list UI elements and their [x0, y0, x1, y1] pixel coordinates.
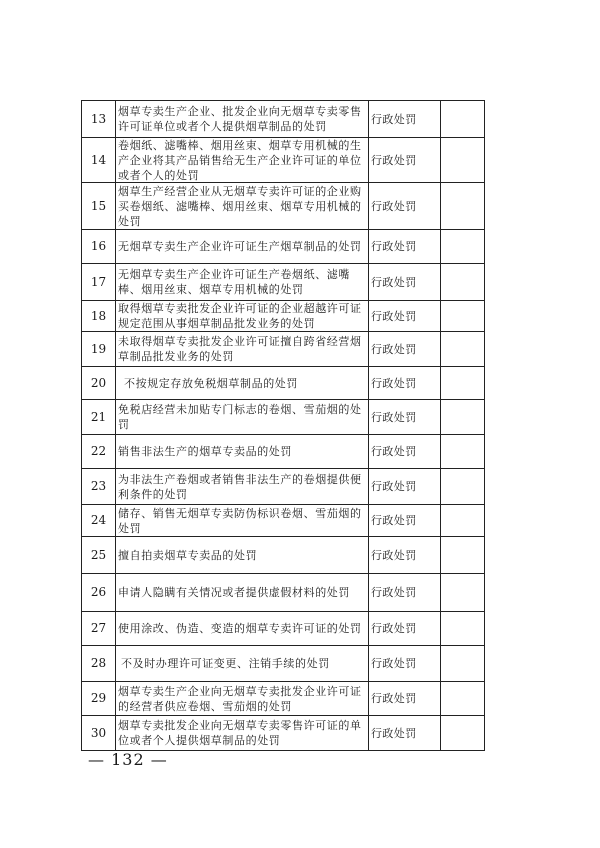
item-remark: [441, 469, 484, 504]
item-name: 取得烟草专卖批发企业许可证的企业超越许可证规定范围从事烟草制品批发业务的处罚: [116, 301, 369, 331]
table-row: [82, 101, 484, 137]
item-remark: [441, 367, 484, 399]
item-name: 申请人隐瞒有关情况或者提供虚假材料的处罚: [116, 574, 369, 611]
table-row: [82, 681, 484, 715]
table-row: [82, 611, 484, 645]
item-remark: [441, 183, 484, 229]
item-type: 行政处罚: [369, 183, 441, 229]
item-name: 无烟草专卖生产企业许可证生产烟草制品的处罚: [116, 230, 369, 263]
item-type: 行政处罚: [369, 367, 441, 399]
item-type: 行政处罚: [369, 612, 441, 645]
item-type: 行政处罚: [369, 469, 441, 504]
row-number: 21: [82, 400, 116, 434]
item-remark: [441, 646, 484, 681]
table-row: [82, 137, 484, 182]
row-number: 24: [82, 505, 116, 536]
item-type: 行政处罚: [369, 505, 441, 536]
item-name: 无烟草专卖生产企业许可证生产卷烟纸、滤嘴棒、烟用丝束、烟草专用机械的处罚: [116, 264, 369, 300]
table-row: [82, 715, 484, 750]
item-name: 不按规定存放免税烟草制品的处罚: [116, 367, 369, 399]
item-remark: [441, 612, 484, 645]
item-name: 销售非法生产的烟草专卖品的处罚: [116, 435, 369, 468]
item-name: 擅自拍卖烟草专卖品的处罚: [116, 537, 369, 573]
item-type: 行政处罚: [369, 716, 441, 750]
row-number: 28: [82, 646, 116, 681]
item-name: 不及时办理许可证变更、注销手续的处罚: [116, 646, 369, 681]
row-number: 20: [82, 367, 116, 399]
item-remark: [441, 301, 484, 331]
row-number: 26: [82, 574, 116, 611]
table-row: [82, 300, 484, 331]
row-number: 15: [82, 183, 116, 229]
table-row: [82, 331, 484, 366]
item-type: 行政处罚: [369, 682, 441, 715]
item-remark: [441, 537, 484, 573]
item-type: 行政处罚: [369, 264, 441, 300]
row-number: 22: [82, 435, 116, 468]
item-remark: [441, 332, 484, 366]
row-number: 16: [82, 230, 116, 263]
item-name: 未取得烟草专卖批发企业许可证擅自跨省经营烟草制品批发业务的处罚: [116, 332, 369, 366]
item-name: 储存、销售无烟草专卖防伪标识卷烟、雪茄烟的处罚: [116, 505, 369, 536]
item-remark: [441, 101, 484, 137]
table-row: [82, 504, 484, 536]
item-type: 行政处罚: [369, 537, 441, 573]
row-number: 23: [82, 469, 116, 504]
item-type: 行政处罚: [369, 101, 441, 137]
items-table: [81, 100, 485, 751]
table-row: [82, 366, 484, 399]
row-number: 27: [82, 612, 116, 645]
item-name: 为非法生产卷烟或者销售非法生产的卷烟提供便利条件的处罚: [116, 469, 369, 504]
row-number: 30: [82, 716, 116, 750]
row-number: 29: [82, 682, 116, 715]
item-name: 免税店经营未加贴专门标志的卷烟、雪茄烟的处罚: [116, 400, 369, 434]
item-name: 使用涂改、伪造、变造的烟草专卖许可证的处罚: [116, 612, 369, 645]
item-name: 烟草专卖批发企业向无烟草专卖零售许可证的单位或者个人提供烟草制品的处罚: [116, 716, 369, 750]
table-row: [82, 229, 484, 263]
row-number: 13: [82, 101, 116, 137]
item-type: 行政处罚: [369, 435, 441, 468]
table-row: [82, 468, 484, 504]
item-remark: [441, 682, 484, 715]
item-type: 行政处罚: [369, 574, 441, 611]
row-number: 19: [82, 332, 116, 366]
item-type: 行政处罚: [369, 301, 441, 331]
item-remark: [441, 400, 484, 434]
table-row: [82, 182, 484, 229]
item-type: 行政处罚: [369, 138, 441, 182]
table-row: [82, 434, 484, 468]
item-remark: [441, 716, 484, 750]
item-type: 行政处罚: [369, 230, 441, 263]
item-name: 烟草生产经营企业从无烟草专卖许可证的企业购买卷烟纸、滤嘴棒、烟用丝束、烟草专用机械的处罚: [116, 183, 369, 229]
row-number: 25: [82, 537, 116, 573]
item-remark: [441, 138, 484, 182]
item-type: 行政处罚: [369, 400, 441, 434]
item-remark: [441, 574, 484, 611]
table-row: [82, 536, 484, 573]
item-remark: [441, 230, 484, 263]
table-row: [82, 573, 484, 611]
item-remark: [441, 505, 484, 536]
table-row: [82, 263, 484, 300]
row-number: 17: [82, 264, 116, 300]
item-name: 卷烟纸、滤嘴棒、烟用丝束、烟草专用机械的生产企业将其产品销售给无生产企业许可证的单位或者个人的处罚: [116, 138, 369, 182]
table-row: [82, 399, 484, 434]
table-row: [82, 645, 484, 681]
item-type: 行政处罚: [369, 646, 441, 681]
item-remark: [441, 435, 484, 468]
item-type: 行政处罚: [369, 332, 441, 366]
row-number: 18: [82, 301, 116, 331]
page-number: — 132 —: [88, 750, 168, 769]
row-number: 14: [82, 138, 116, 182]
item-name: 烟草专卖生产企业、批发企业向无烟草专卖零售许可证单位或者个人提供烟草制品的处罚: [116, 101, 369, 137]
item-remark: [441, 264, 484, 300]
item-name: 烟草专卖生产企业向无烟草专卖批发企业许可证的经营者供应卷烟、雪茄烟的处罚: [116, 682, 369, 715]
